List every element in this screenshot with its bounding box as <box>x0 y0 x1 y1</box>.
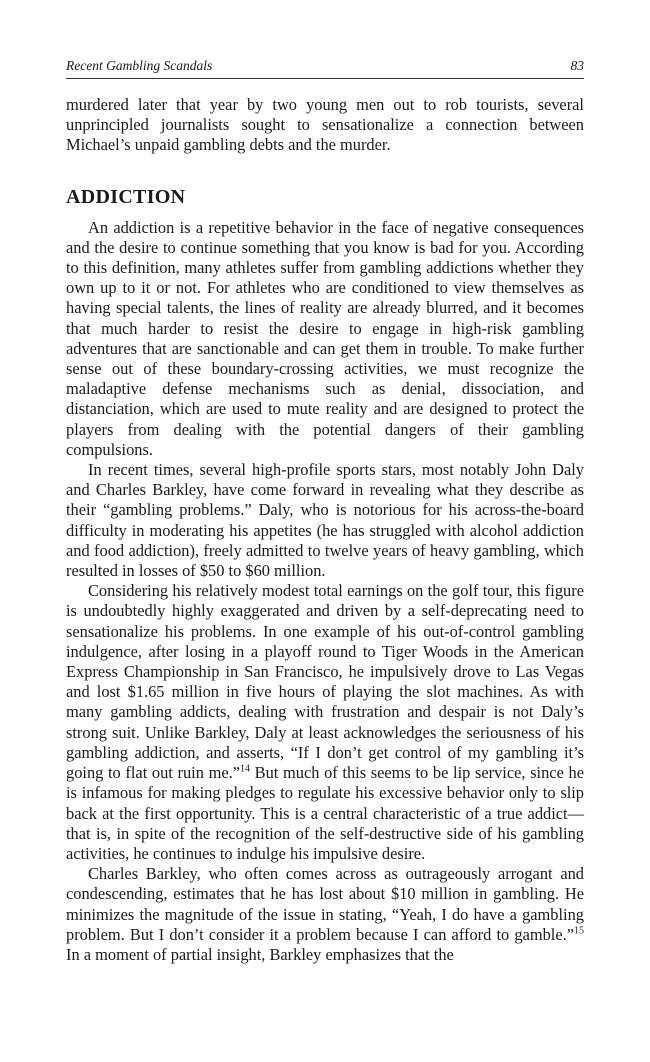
paragraph-text: But much of this seems to be lip service, since he is infamous for making pledges to regulate his excessive behavior only to slip back at the first opportunity. This is a central characteristic of a true addict—that is, in spite of the recognition of the self-destructive side of his gambling activities, he continues to indulge his impulsive desire. <box>66 763 584 863</box>
footnote-ref-15: 15 <box>574 925 584 937</box>
paragraph-text: In a moment of partial insight, Barkley emphasizes that the <box>66 944 454 964</box>
page-number: 83 <box>570 58 584 73</box>
book-page <box>66 58 584 965</box>
running-title: Recent Gambling Scandals <box>66 58 213 73</box>
body-text <box>66 95 584 965</box>
continued-paragraph: murdered later that year by two young men out to rob tourists, several unprincipled journalists sought to sensationalize a connection between Michael’s unpaid gambling debts and the murder. <box>66 95 584 155</box>
paragraph-barkley <box>66 864 584 965</box>
paragraph-daly-barkley: In recent times, several high-profile sports stars, most notably John Daly and Charles Barkley, have come forward in revealing what they describe as their “gambling problems.” Daly, who is notorious for his across-the-board difficulty in moderating his appetites (he has struggled with alcohol addiction and food addiction), freely admitted to twelve years of heavy gambling, which resulted in losses of $50 to $60 million. <box>66 460 584 581</box>
paragraph-daly-losses <box>66 581 584 864</box>
footnote-ref-14: 14 <box>240 763 250 775</box>
paragraph-text: Charles Barkley, who often comes across as outrageously arrogant and condescending, estimates that he has lost about $10 million in gambling. He minimizes the magnitude of the issue in stating, “Yeah, I do have a gambling problem. But I don’t consider it a problem because I can afford to gamble.” <box>66 864 584 944</box>
paragraph-addiction-definition: An addiction is a repetitive behavior in the face of negative consequences and the desire to continue something that you know is bad for you. According to this definition, many athletes suffer from gambling addictions whether they own up to it or not. For athletes who are conditioned to view themselves as having special talents, the lines of reality are already blurred, and it becomes that much harder to resist the desire to engage in high-risk gambling adventures that are sanctionable and can get them in trouble. To make further sense out of these boundary-crossing activities, we must recognize the maladaptive defense mechanisms such as denial, dissociation, and distanciation, which are used to mute reality and are designed to protect the players from dealing with the potential dangers of their gambling compulsions. <box>66 217 584 459</box>
running-head <box>66 58 584 79</box>
section-heading: ADDICTION <box>66 185 186 208</box>
paragraph-text: Considering his relatively modest total earnings on the golf tour, this figure is undoubtedly highly exaggerated and driven by a self-deprecating need to sensationalize his problems. In one example of his out-of-control gambling indulgence, after losing in a playoff round to Tiger Woods in the American Express Championship in San Francisco, he impulsively drove to Las Vegas and lost $1.65 million in five hours of playing the slot machines. As with many gambling addicts, dealing with frustration and despair is not Daly’s strong suit. Unlike Barkley, Daly at least acknowledges the seriousness of his gambling addiction, and asserts, “If I don’t get control of my gambling it’s going to flat out ruin me.” <box>66 581 584 783</box>
